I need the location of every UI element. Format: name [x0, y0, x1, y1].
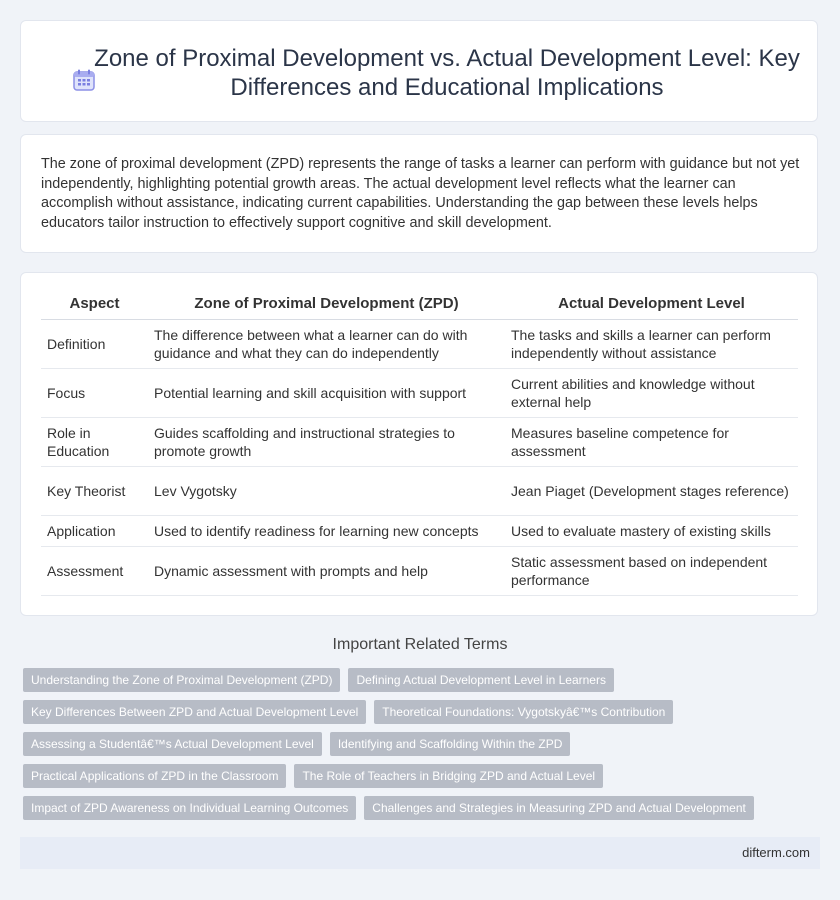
comparison-card: [20, 272, 818, 616]
table-row: [41, 320, 798, 369]
table-cell: Key Theorist: [41, 467, 148, 516]
intro-paragraph: The zone of proximal development (ZPD) represents the range of tasks a learner can perform with guidance but not yet independently, highlighting potential growth areas. The actual development level reflects what the learner can accomplish without assistance, indicating current capabilities. Understanding the gap between these levels helps educators tailor instruction to effectively support cognitive and skill development.: [41, 156, 800, 231]
table-header-row: [41, 295, 798, 320]
table-cell: Application: [41, 516, 148, 547]
footer: [20, 837, 820, 869]
table-cell: Role in Education: [41, 418, 148, 467]
table-cell: The tasks and skills a learner can perform independently without assistance: [505, 320, 798, 369]
related-term-tag[interactable]: Challenges and Strategies in Measuring ZPD and Actual Development: [364, 796, 754, 820]
related-term-tag[interactable]: Key Differences Between ZPD and Actual Development Level: [23, 700, 366, 724]
table-cell: Jean Piaget (Development stages reference): [505, 467, 798, 516]
related-term-tag[interactable]: Identifying and Scaffolding Within the ZPD: [330, 732, 571, 756]
related-term-tag[interactable]: Theoretical Foundations: Vygotskyâ€™s Contribution: [374, 700, 673, 724]
table-cell: Guides scaffolding and instructional strategies to promote growth: [148, 418, 505, 467]
table-cell: Used to evaluate mastery of existing skills: [505, 516, 798, 547]
table-cell: Dynamic assessment with prompts and help: [148, 547, 505, 596]
table-cell: Used to identify readiness for learning new concepts: [148, 516, 505, 547]
table-row: [41, 369, 798, 418]
table-row: [41, 418, 798, 467]
column-header-aspect: Aspect: [41, 295, 148, 320]
related-terms-title: Important Related Terms: [332, 636, 508, 653]
footer-site-link[interactable]: difterm.com: [742, 845, 810, 860]
related-term-tag[interactable]: Practical Applications of ZPD in the Classroom: [23, 764, 286, 788]
column-header-zpd: Zone of Proximal Development (ZPD): [148, 295, 505, 320]
table-cell: Lev Vygotsky: [148, 467, 505, 516]
related-term-tag[interactable]: Impact of ZPD Awareness on Individual Learning Outcomes: [23, 796, 356, 820]
title-card: [20, 20, 818, 122]
related-term-tag[interactable]: Understanding the Zone of Proximal Development (ZPD): [23, 668, 340, 692]
table-cell: Current abilities and knowledge without external help: [505, 369, 798, 418]
table-row: [41, 516, 798, 547]
table-cell: Assessment: [41, 547, 148, 596]
table-cell: Focus: [41, 369, 148, 418]
table-cell: Potential learning and skill acquisition with support: [148, 369, 505, 418]
column-header-actual: Actual Development Level: [505, 295, 798, 320]
table-row: [41, 547, 798, 596]
page-title: Zone of Proximal Development vs. Actual Development Level: Key Differences and Educational Implications: [94, 45, 800, 101]
table-row: [41, 467, 798, 516]
intro-card: [20, 134, 818, 253]
table-cell: Static assessment based on independent performance: [505, 547, 798, 596]
related-term-tag[interactable]: Defining Actual Development Level in Learners: [348, 668, 613, 692]
related-term-tag[interactable]: Assessing a Studentâ€™s Actual Development Level: [23, 732, 322, 756]
table-cell: Definition: [41, 320, 148, 369]
table-cell: Measures baseline competence for assessment: [505, 418, 798, 467]
comparison-table: [41, 295, 798, 596]
table-cell: The difference between what a learner can do with guidance and what they can do independently: [148, 320, 505, 369]
related-terms-list: [23, 668, 803, 828]
related-term-tag[interactable]: The Role of Teachers in Bridging ZPD and Actual Level: [294, 764, 603, 788]
